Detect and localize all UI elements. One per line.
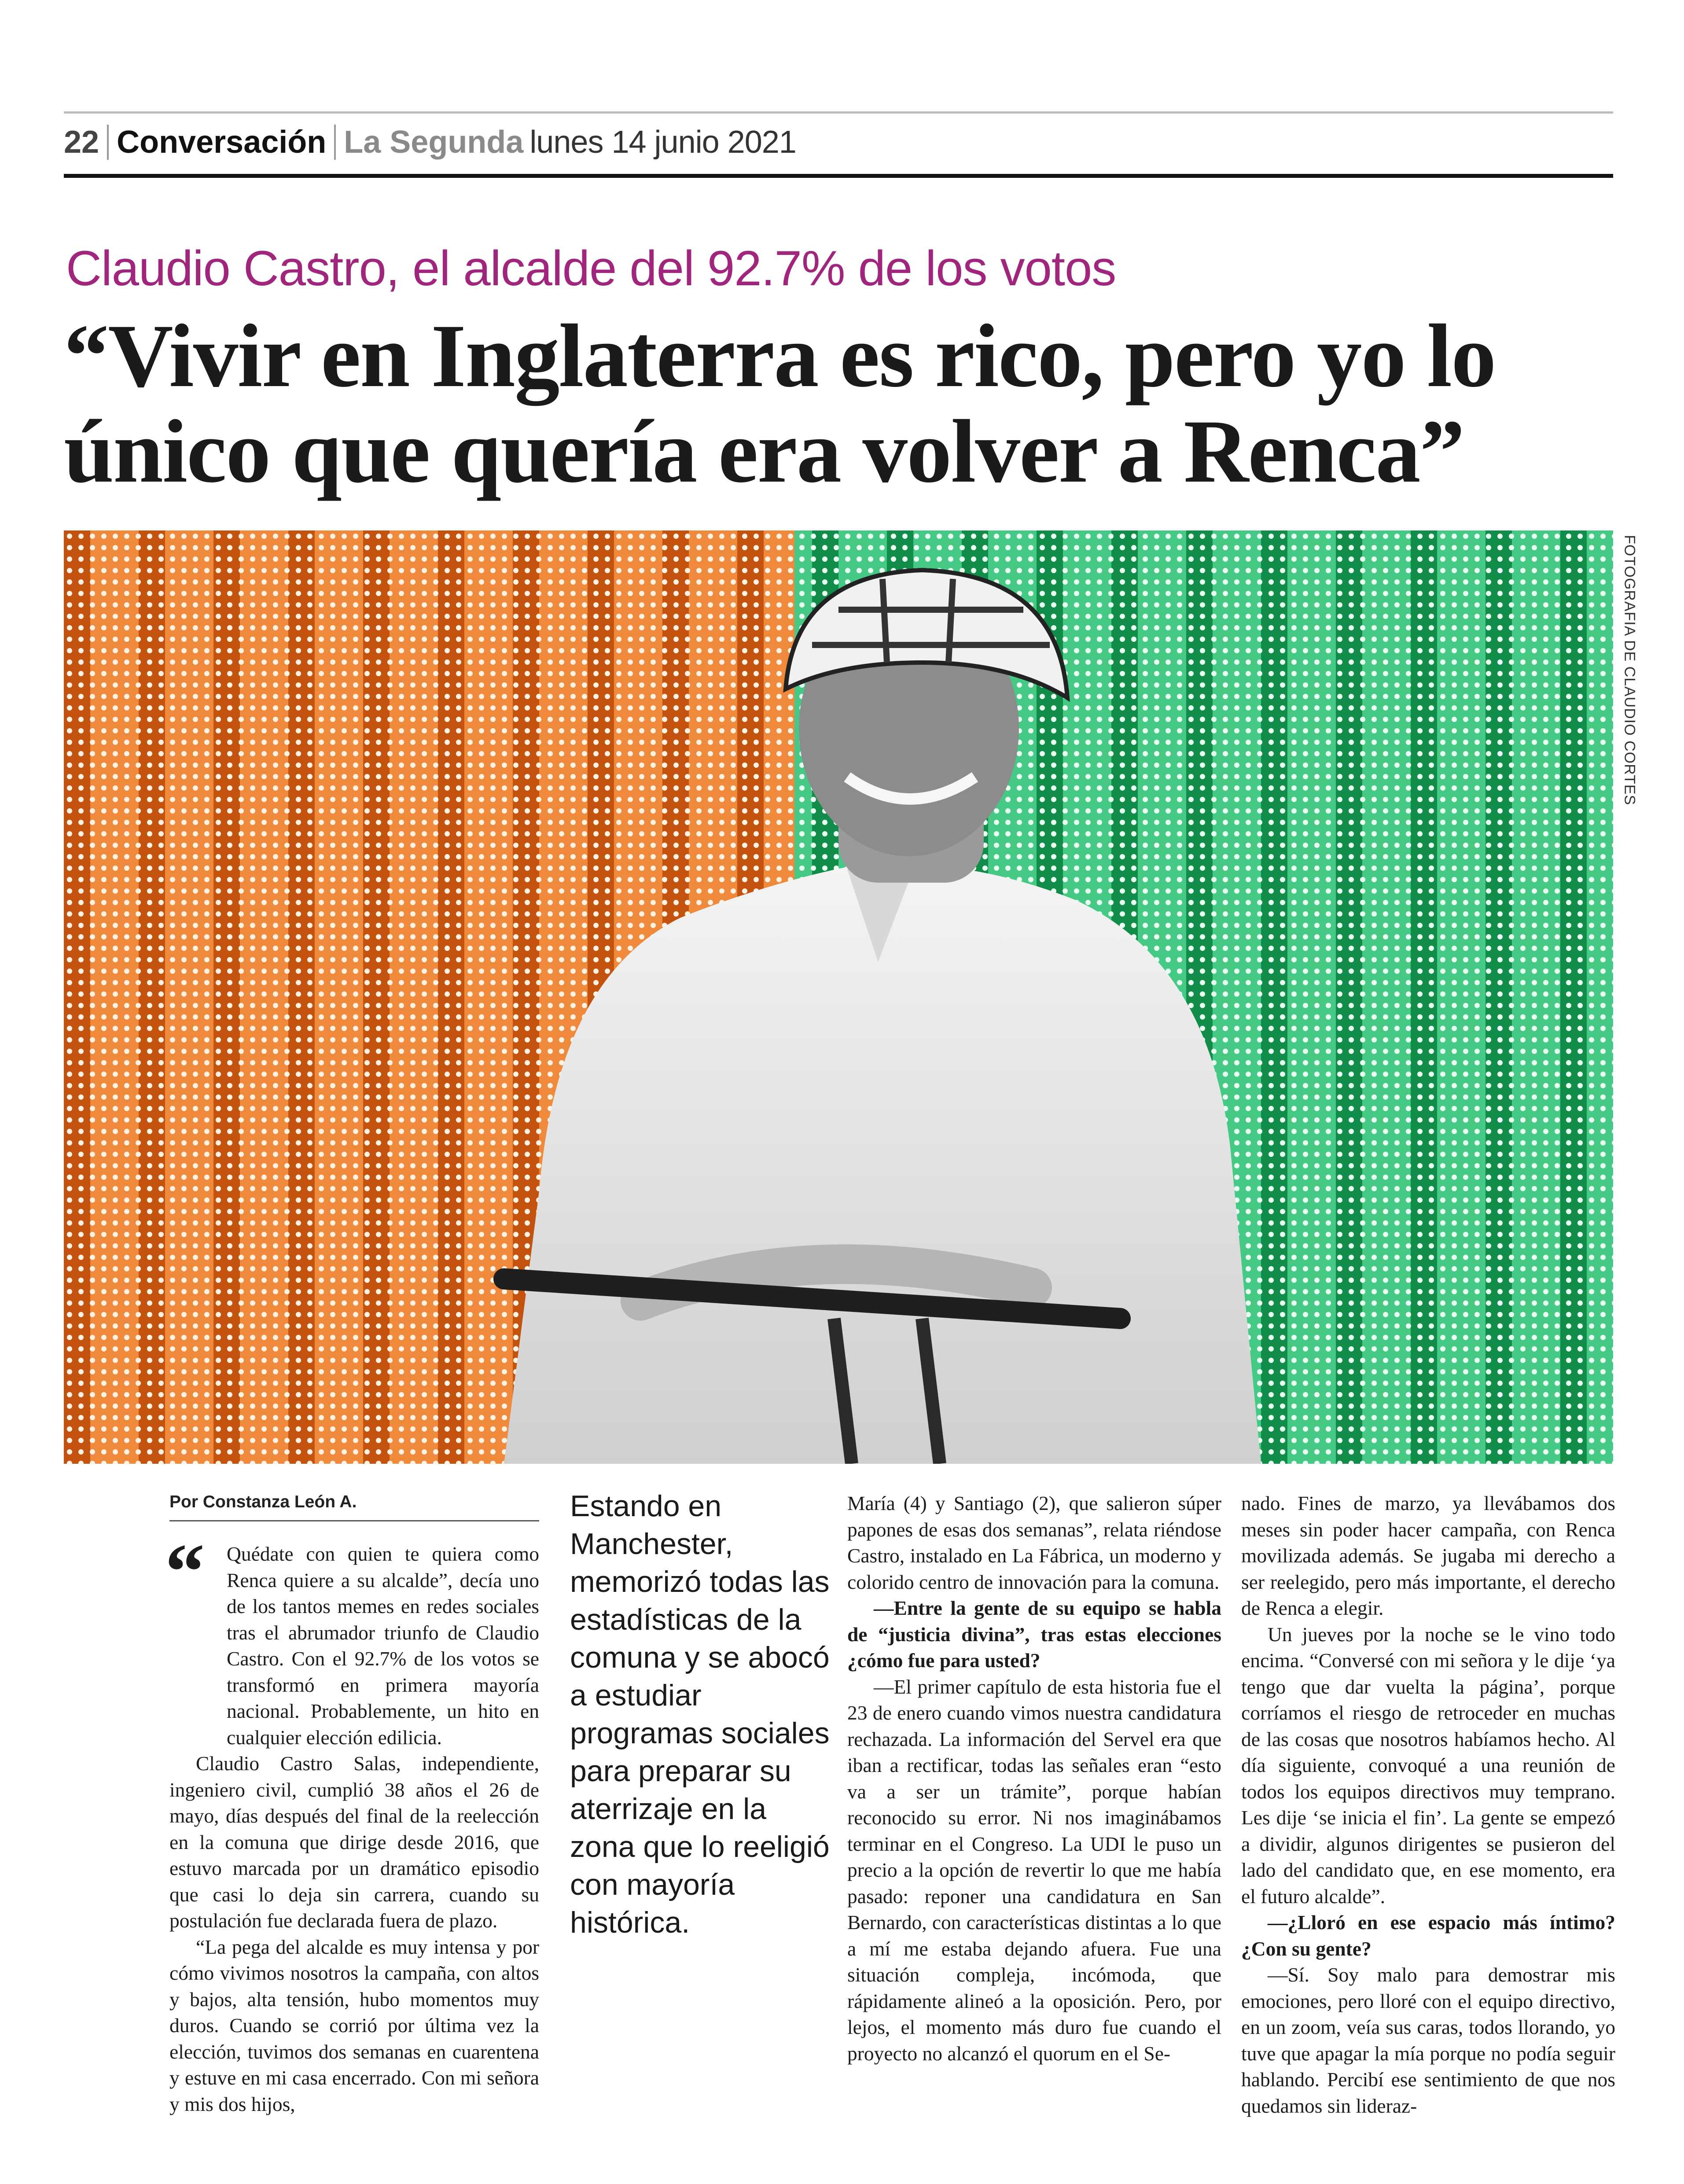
interview-answer: —El primer capítulo de esta historia fue el 23 de enero cuando vimos nuestra candidatura rechazada. La información del Servel era que iban a rectificar, todas las señales eran “esto va a ser un trámite”, porque habían reconocido su error. Ni nos imaginábamos terminar en el Congreso. La UDI le puso un precio a la opción de revertir lo que me había pasado: reponer una candidatura en San Bernardo, con características distintas a lo que a mí me estaba dejando afuera. Fue una situación compleja, incómoda, que rápidamente alineó a la oposición. Pero, por lejos, el momento más duro fue cuando el proyecto no alcanzó el quorum en el Se- bbox=[847, 1675, 1221, 2065]
opening-quote-mark: “ bbox=[165, 1528, 205, 1615]
page-number: 22 bbox=[64, 125, 99, 160]
headline-line-2: único que quería era volver a Renca” bbox=[64, 401, 1464, 502]
newspaper-name: La Segunda bbox=[344, 125, 524, 160]
byline: Por Constanza León A. bbox=[169, 1492, 357, 1511]
article-photo bbox=[64, 530, 1613, 1464]
issue-date: lunes 14 junio 2021 bbox=[529, 125, 796, 160]
body-paragraph: “La pega del alcalde es muy intensa y por cómo vivimos nosotros la campaña, con altos y bajos, alta tensión, hubo momentos muy duros. Cuando se corrió por última vez la elección, tuvimos dos semanas en cuarentena y estuve en mi casa encerrado. Con mi señora y mis dos hijos, bbox=[169, 1935, 539, 2115]
headline-line-1: “Vivir en Inglaterra es rico, pero yo lo bbox=[64, 306, 1496, 406]
section-name: Conversación bbox=[117, 125, 327, 160]
photo-credit-text: FOTOGRAFIA DE CLAUDIO CORTES bbox=[1621, 535, 1638, 806]
lead-paragraph: Quédate con quien te quiera como Renca quiere a su alcalde”, decía uno de los tantos memes en redes sociales tras el abrumador triunfo de Claudio Castro. Con el 92.7% de los votos se transformó en primera mayoría nacional. Probablemente, un hito en cualquier elección edilicia. bbox=[227, 1543, 539, 1749]
header-top-rule bbox=[64, 111, 1613, 114]
photo-credit bbox=[1616, 535, 1643, 806]
article-headline bbox=[64, 308, 1631, 500]
interview-answer: —Sí. Soy malo para demostrar mis emociones, pero lloré con el equipo directivo, en un zoom, veía sus caras, todos llorando, yo tuve que apagar la mía porque no podía seguir hablando. Percibí ese sentimiento de que nos quedamos sin lideraz- bbox=[1241, 1963, 1615, 2117]
pull-quote: Estando en Manchester, memorizó todas las estadísticas de la comuna y se abocó a estudiar programas sociales para preparar su aterrizaje en la zona que lo reeligió con mayoría histórica. bbox=[570, 1489, 830, 1939]
header-divider bbox=[334, 125, 336, 160]
article-column-1 bbox=[169, 1541, 539, 2117]
page-header bbox=[64, 118, 796, 166]
header-bottom-rule bbox=[64, 174, 1613, 178]
body-paragraph: Claudio Castro Salas, independiente, ingeniero civil, cumplió 38 años el 26 de mayo, días después del final de la reelección en la comuna que dirige desde 2016, que estuvo marcada por un dramático episodio que casi lo deja sin carrera, cuando su postulación fue declarada fuera de plazo. bbox=[169, 1752, 539, 1932]
photo-illustration bbox=[64, 530, 1613, 1464]
byline-rule bbox=[169, 1520, 539, 1521]
body-paragraph: Un jueves por la noche se le vino todo encima. “Conversé con mi señora y le dije ‘ya tengo que dar vuelta la página’, porque corríamos el riesgo de retroceder en muchas de las cosas que nosotros habíamos hecho. Al día siguiente, convoqué a una reunión de todos los equipos directivos muy temprano. Les dije ‘se inicia el fin’. La gente se empezó a dividir, algunos dirigentes se pusieron del lado del candidato que, en ese momento, era el futuro alcalde”. bbox=[1241, 1623, 1615, 1908]
article-kicker: Claudio Castro, el alcalde del 92.7% de los votos bbox=[66, 241, 1116, 296]
interview-question: —Entre la gente de su equipo se habla de “justicia divina”, tras estas elecciones ¿cómo fue para usted? bbox=[847, 1597, 1221, 1672]
header-divider bbox=[107, 125, 109, 160]
body-paragraph: nado. Fines de marzo, ya llevábamos dos meses sin poder hacer campaña, con Renca movilizada además. Se jugaba mi derecho a ser reelegido, pero más importante, el derecho de Renca a elegir. bbox=[1241, 1492, 1615, 1619]
interview-question: —¿Lloró en ese espacio más íntimo? ¿Con su gente? bbox=[1241, 1911, 1615, 1960]
article-column-3 bbox=[847, 1490, 1221, 2066]
body-paragraph: María (4) y Santiago (2), que salieron súper papones de esas dos semanas”, relata riéndose Castro, instalado en La Fábrica, un moderno y colorido centro de innovación para la comuna. bbox=[847, 1492, 1221, 1593]
article-column-4 bbox=[1241, 1490, 1615, 2119]
